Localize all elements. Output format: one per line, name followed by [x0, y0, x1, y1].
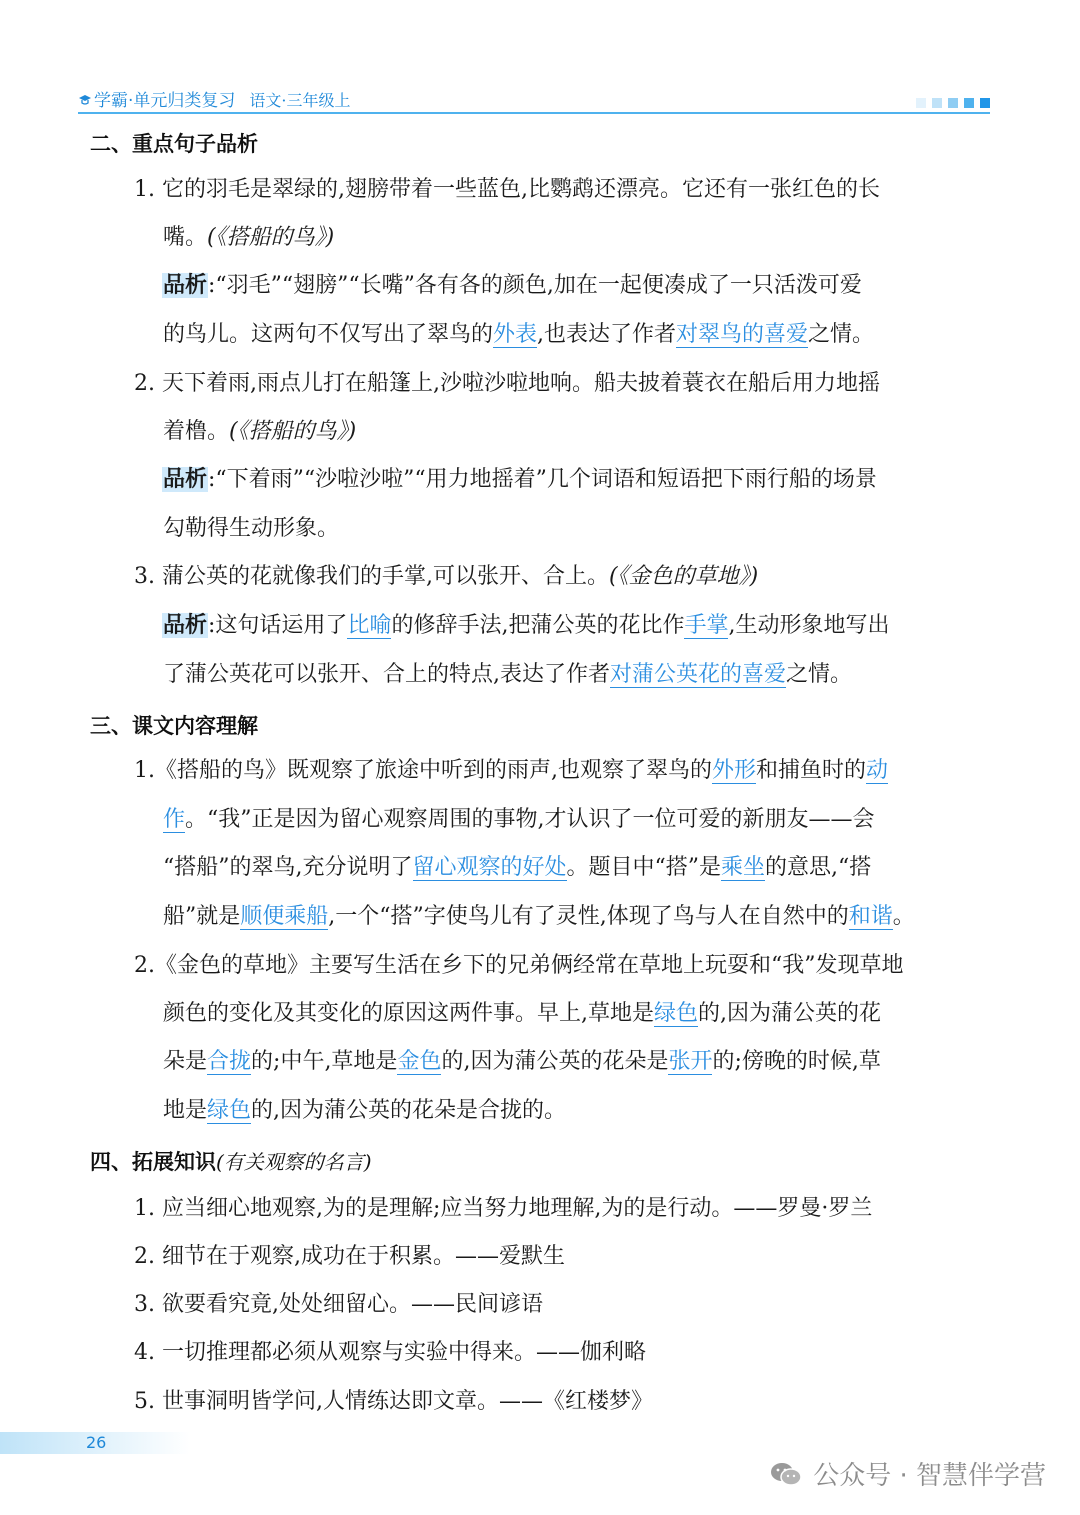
s2-item3-line1: 3. 蒲公英的花就像我们的手掌,可以张开、合上。(《金色的草地》) [134, 564, 759, 589]
answer-blank: 合拢 [207, 1049, 252, 1074]
quote-item-2: 2. 细节在于观察,成功在于积累。——爱默生 [134, 1244, 565, 1269]
s3-item2-line4: 地是绿色的,因为蒲公英的花朵是合拢的。 [163, 1098, 567, 1123]
answer-blank: 手掌 [684, 613, 729, 638]
series-name: ·单元归类复习 [128, 91, 236, 111]
answer-blank: 和谐 [848, 904, 893, 929]
analysis-tag: 品析 [163, 613, 208, 638]
section-note: (有关观察的名言) [216, 1150, 372, 1174]
answer-blank: 动 [866, 758, 889, 783]
header-decoration [916, 98, 990, 108]
s2-item1-analysis-line2: 的鸟儿。这两句不仅写出了翠鸟的外表,也表达了作者对翠鸟的喜爱之情。 [163, 322, 875, 347]
page-header [78, 86, 990, 116]
s3-item2-line2: 颜色的变化及其变化的原因这两件事。早上,草地是绿色的,因为蒲公英的花 [163, 1001, 882, 1026]
s2-item2-line1: 2. 天下着雨,雨点儿打在船篷上,沙啦沙啦地响。船夫披着蓑衣在船后用力地摇 [134, 371, 880, 396]
quote-item-1: 1. 应当细心地观察,为的是理解;应当努力地理解,为的是行动。——罗曼·罗兰 [134, 1196, 873, 1221]
watermark [769, 1455, 1046, 1492]
s2-item1-line2: 嘴。(《搭船的鸟》) [163, 225, 335, 250]
source-ref: (《搭船的鸟》) [207, 225, 335, 250]
watermark-text: 公众号 · 智慧伴学营 [813, 1461, 1046, 1491]
answer-blank: 金色 [397, 1049, 442, 1074]
answer-blank: 绿色 [207, 1098, 252, 1123]
graduation-cap-icon [78, 93, 92, 107]
subject-grade: 语文·三年级上 [249, 91, 351, 110]
quote-item-5: 5. 世事洞明皆学问,人情练达即文章。——《红楼梦》 [134, 1389, 653, 1414]
source-ref: (《金色的草地》) [608, 564, 759, 589]
s3-item1-line3: “搭船”的翠鸟,充分说明了留心观察的好处。题目中“搭”是乘坐的意思,“搭 [163, 855, 872, 880]
series-brand [78, 86, 351, 111]
s2-item2-analysis-line2: 勾勒得生动形象。 [163, 516, 340, 541]
s2-item2-line2: 着橹。(《搭船的鸟》) [163, 419, 357, 444]
s3-item2-line1: 2.《金色的草地》主要写生活在乡下的兄弟俩经常在草地上玩耍和“我”发现草地 [134, 953, 904, 978]
s2-item2-analysis-line1: 品析:“下着雨”“沙啦沙啦”“用力地摇着”几个词语和短语把下雨行船的场景 [163, 467, 877, 492]
analysis-tag: 品析 [163, 467, 208, 492]
answer-blank: 外表 [493, 322, 538, 347]
section-title-key-sentences: 二、重点句子品析 [90, 132, 258, 156]
answer-blank: 留心观察的好处 [412, 855, 567, 880]
s2-item1-line1: 1. 它的羽毛是翠绿的,翅膀带着一些蓝色,比鹦鹉还漂亮。它还有一张红色的长 [134, 177, 880, 202]
s3-item1-line2: 作。“我”正是因为留心观察周围的事物,才认识了一位可爱的新朋友——会 [163, 807, 875, 832]
quote-item-3: 3. 欲要看究竟,处处细留心。——民间谚语 [134, 1292, 543, 1317]
s3-item2-line3: 朵是合拢的;中午,草地是金色的,因为蒲公英的花朵是张开的;傍晚的时候,草 [163, 1049, 881, 1074]
section-title-text-understanding: 三、课文内容理解 [90, 714, 258, 738]
brand-name: 学霸 [94, 91, 128, 111]
s2-item1-analysis-line1: 品析:“羽毛”“翅膀”“长嘴”各有各的颜色,加在一起便凑成了一只活泼可爱 [163, 273, 862, 298]
answer-blank: 比喻 [347, 613, 392, 638]
wechat-icon [769, 1461, 803, 1487]
source-ref: (《搭船的鸟》) [229, 419, 357, 444]
answer-blank: 外形 [712, 758, 757, 783]
s3-item1-line4: 船”就是顺便乘船,一个“搭”字使鸟儿有了灵性,体现了鸟与人在自然中的和谐。 [163, 904, 915, 929]
analysis-tag: 品析 [163, 273, 208, 298]
answer-blank: 张开 [668, 1049, 713, 1074]
answer-blank: 对蒲公英花的喜爱 [610, 662, 787, 687]
answer-blank: 对翠鸟的喜爱 [676, 322, 809, 347]
s3-item1-line1: 1.《搭船的鸟》既观察了旅途中听到的雨声,也观察了翠鸟的外形和捕鱼时的动 [134, 758, 889, 783]
header-divider [78, 112, 990, 114]
answer-blank: 作 [163, 807, 186, 832]
answer-blank: 乘坐 [721, 855, 766, 880]
answer-blank: 顺便乘船 [240, 904, 329, 929]
section-title-extended-knowledge: 四、拓展知识(有关观察的名言) [90, 1150, 372, 1174]
answer-blank: 绿色 [654, 1001, 699, 1026]
s2-item3-analysis-line1: 品析:这句话运用了比喻的修辞手法,把蒲公英的花比作手掌,生动形象地写出 [163, 613, 890, 638]
s2-item3-analysis-line2: 了蒲公英花可以张开、合上的特点,表达了作者对蒲公英花的喜爱之情。 [163, 662, 853, 687]
page-number: 26 [86, 1433, 107, 1452]
quote-item-4: 4. 一切推理都必须从观察与实验中得来。——伽利略 [134, 1340, 646, 1365]
